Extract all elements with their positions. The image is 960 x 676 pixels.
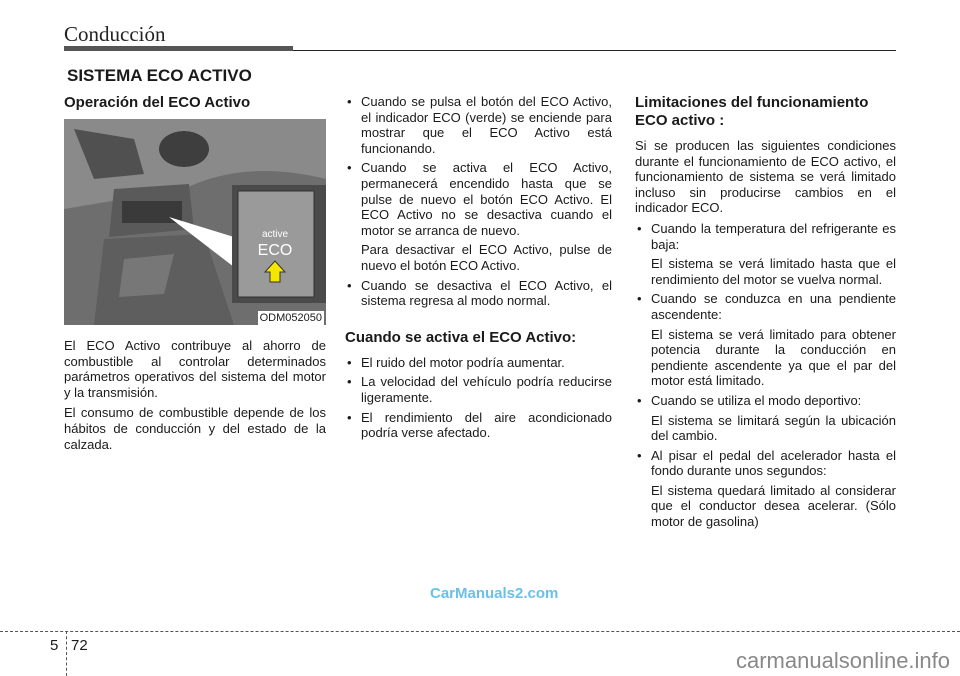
list-item: • Cuando se activa el ECO Activo, permanecerá encendido hasta que se pulse de nuevo el botón ECO Activo. El ECO Activo no se desactiva cuando el motor se arranca de nuevo. Para desactivar el ECO Activo, pulse de nuevo el botón ECO Activo.	[345, 160, 612, 273]
footer-rule	[0, 631, 960, 632]
list-item: • Cuando se pulsa el botón del ECO Activo, el indicador ECO (verde) se enciende para mostrar que el ECO Activo está funcionando.	[345, 94, 612, 156]
left-column-text	[64, 338, 326, 457]
figure-caption: ODM052050	[259, 312, 322, 324]
figure-label-active: active	[261, 229, 289, 240]
right-column	[635, 94, 896, 534]
list-item: • Cuando la temperatura del refrigerante es baja: El sistema se verá limitado hasta que el rendimiento del motor se vuelva normal.	[635, 221, 896, 287]
middle-column	[345, 94, 612, 445]
eco-button-figure	[64, 119, 326, 325]
page-number: 72	[71, 637, 88, 654]
paragraph: El ECO Activo contribuye al ahorro de combustible al controlar determinados parámetros operativos del sistema del motor y la transmisión.	[64, 338, 326, 400]
paragraph: Si se producen las siguientes condiciones durante el funcionamiento de ECO activo, el funcionamiento de sistema se verá limitado incluso sin producirse cambios en el indicador ECO.	[635, 138, 896, 216]
chapter-title: Conducción	[64, 22, 166, 46]
left-column	[64, 94, 326, 120]
paragraph: El consumo de combustible depende de los hábitos de conducción y del estado de la calzada.	[64, 405, 326, 452]
watermark: CarManuals2.com	[430, 585, 559, 602]
footer-divider	[66, 631, 67, 676]
list-item: • Al pisar el pedal del acelerador hasta el fondo durante unos segundos: El sistema quedará limitado al considerar que el conductor desea acelerar. (Sólo motor de gasolina)	[635, 448, 896, 530]
list-item: • El ruido del motor podría aumentar.	[345, 355, 612, 371]
section-number: 5	[50, 637, 59, 654]
dashboard-illustration	[64, 119, 326, 325]
limitations-heading: Limitaciones del funcionamiento ECO activo :	[635, 94, 869, 129]
list-item: • El rendimiento del aire acondicionado podría verse afectado.	[345, 410, 612, 441]
figure-label-eco: ECO	[257, 242, 293, 259]
header-rule	[293, 50, 896, 51]
active-eco-heading: Cuando se activa el ECO Activo:	[345, 328, 577, 346]
list-item: • La velocidad del vehículo podría reducirse ligeramente.	[345, 374, 612, 405]
section-title: SISTEMA ECO ACTIVO	[67, 66, 252, 85]
list-item: • Cuando se desactiva el ECO Activo, el sistema regresa al modo normal.	[345, 278, 612, 309]
operation-heading: Operación del ECO Activo	[64, 94, 251, 111]
site-watermark[interactable]: carmanualsonline.info	[736, 648, 951, 673]
list-item: • Cuando se conduzca en una pendiente ascendente: El sistema se verá limitado para obtener potencia durante la conducción en pendiente ascendente ya que el par del motor está limitado.	[635, 291, 896, 389]
list-item: • Cuando se utiliza el modo deportivo: El sistema se limitará según la ubicación del cambio.	[635, 393, 896, 444]
header-bar	[64, 46, 293, 51]
